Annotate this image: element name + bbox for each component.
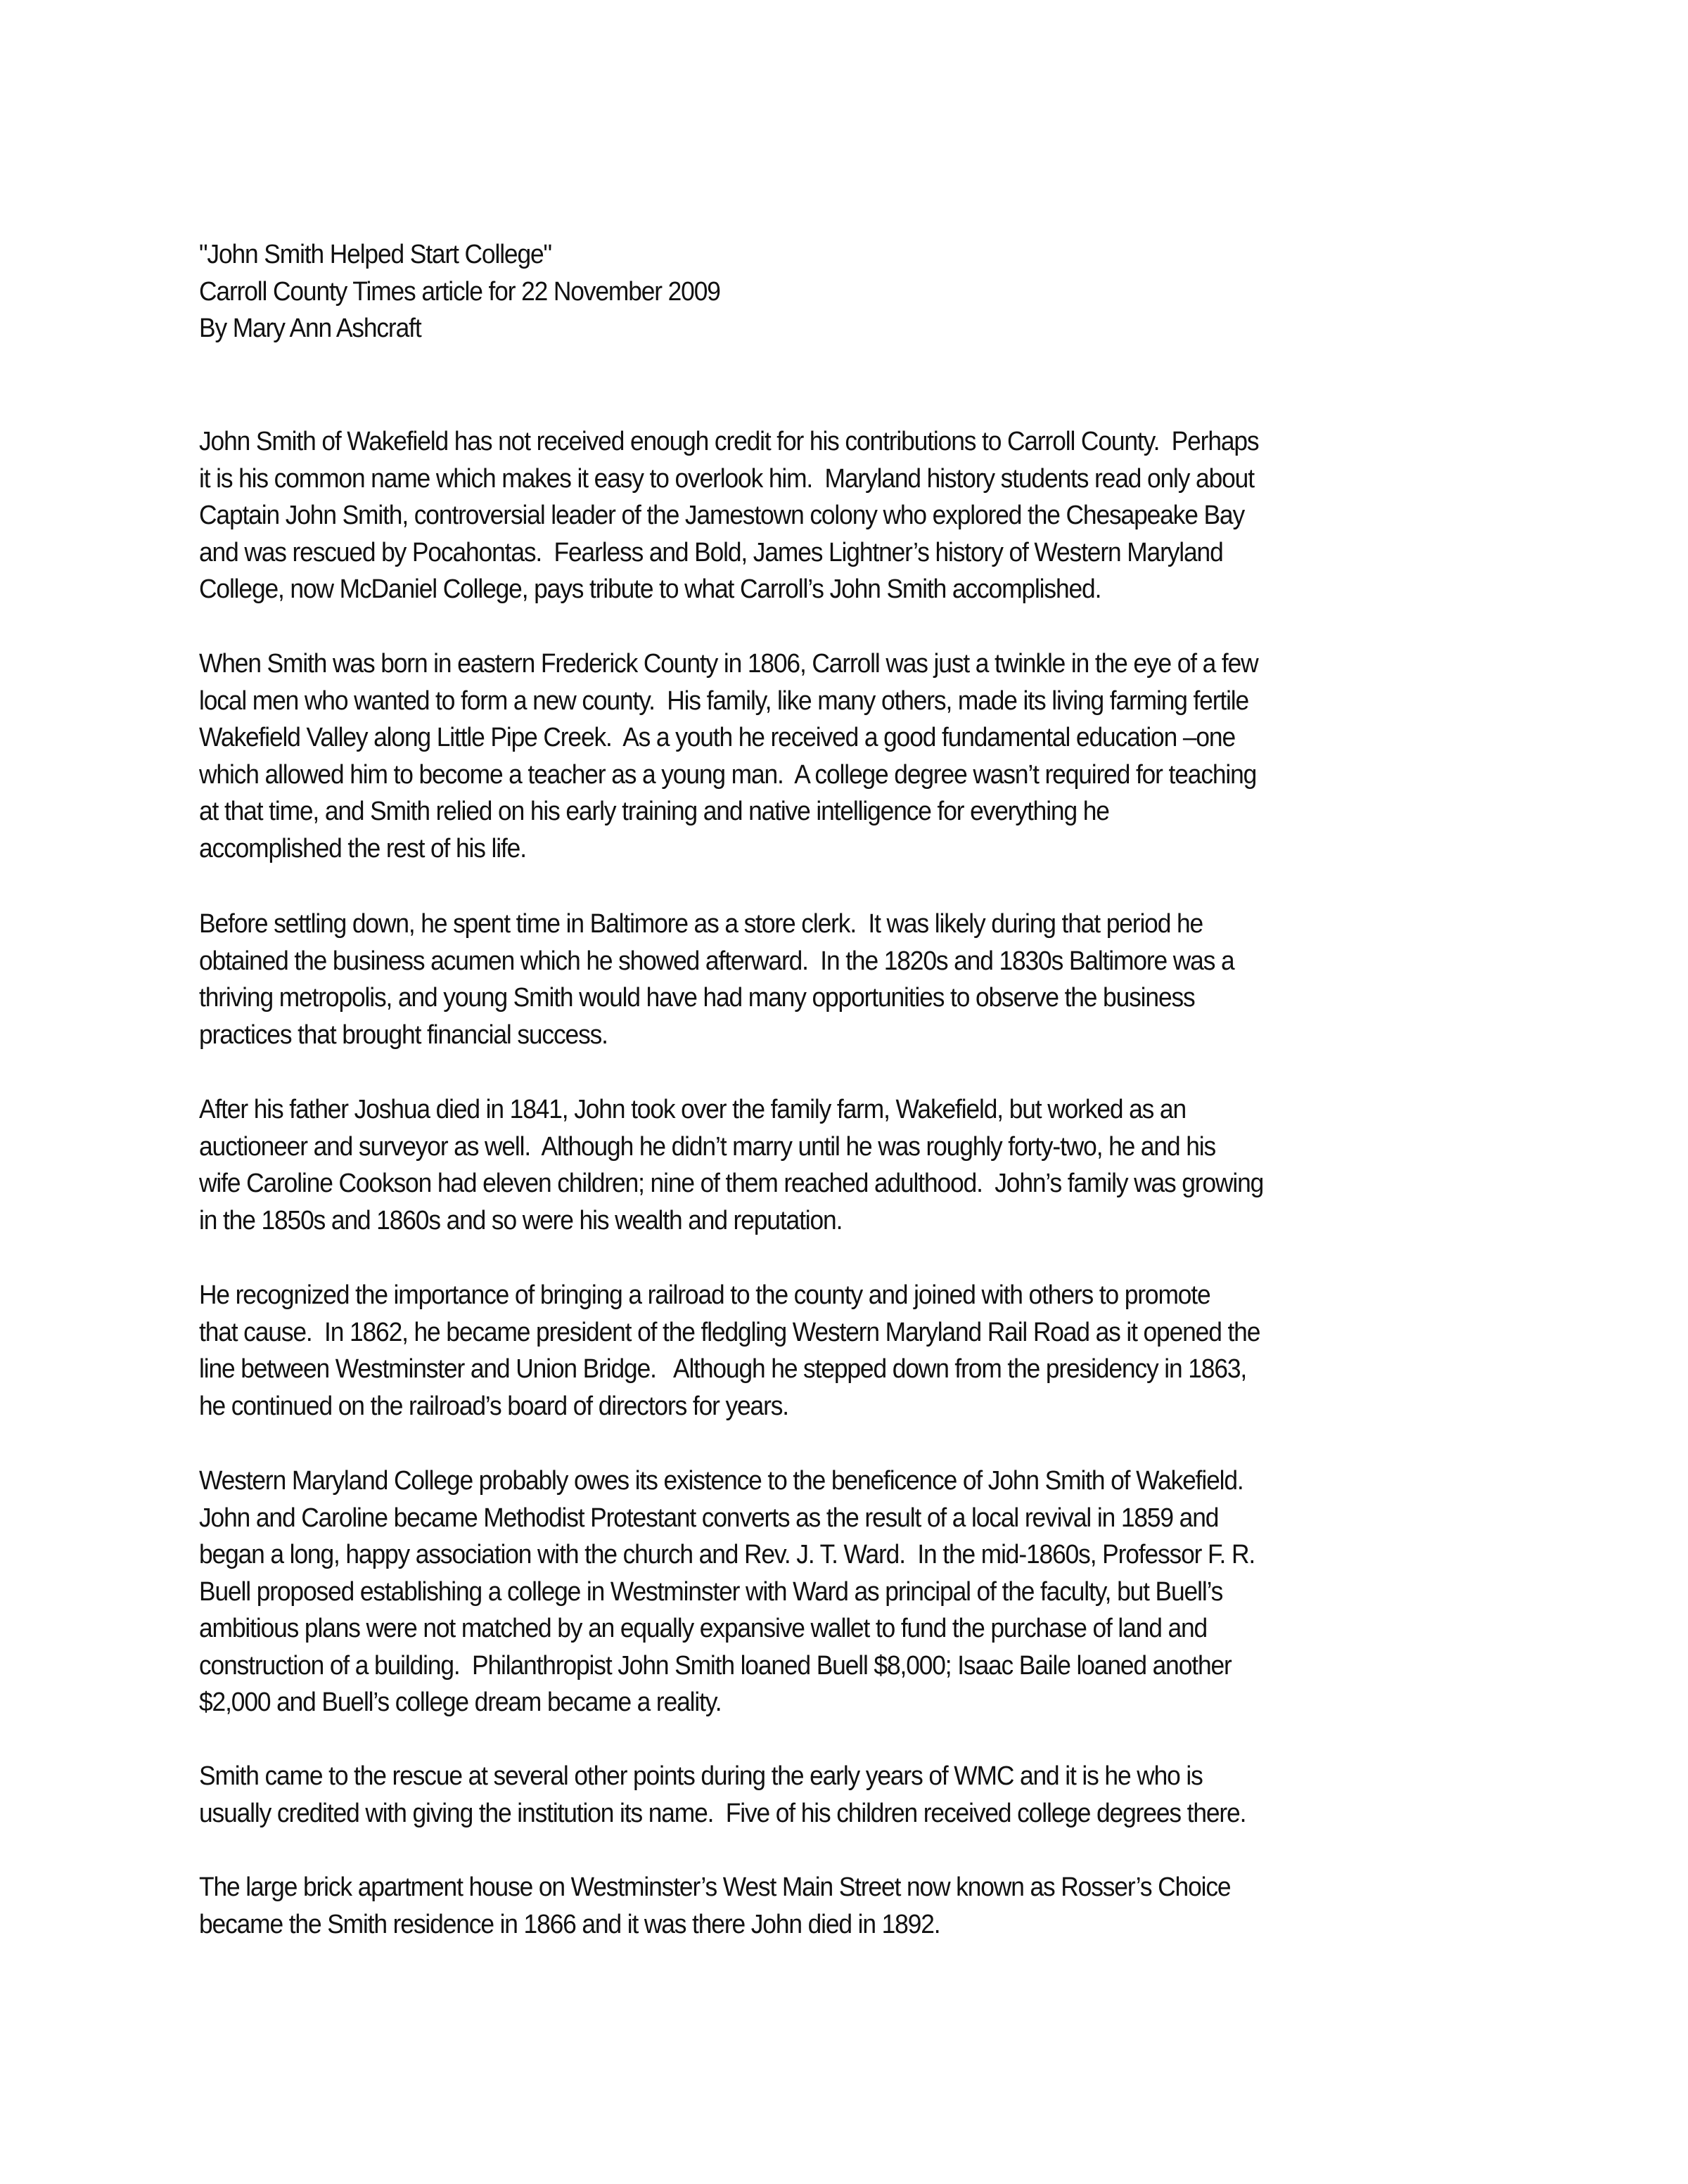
paragraph-line: He recognized the importance of bringing a railroad to the county and joined with others to promote: [199, 1280, 1210, 1310]
article-publication: Carroll County Times article for 22 November 2009: [199, 276, 720, 307]
paragraph-line: which allowed him to become a teacher as a young man. A college degree wasn’t required for teaching: [199, 759, 1257, 790]
paragraph-line: accomplished the rest of his life.: [199, 833, 526, 863]
paragraph-line: John Smith of Wakefield has not received enough credit for his contributions to Carroll County. Perhaps: [199, 427, 1259, 456]
paragraph-line: When Smith was born in eastern Frederick County in 1806, Carroll was just a twinkle in the eye of a few: [199, 649, 1258, 679]
paragraph-line: Western Maryland College probably owes its existence to the beneficence of John Smith of Wakefield.: [199, 1466, 1243, 1496]
paragraph-line: began a long, happy association with the church and Rev. J. T. Ward. In the mid-1860s, Professor F. R.: [199, 1540, 1255, 1569]
paragraph-line: at that time, and Smith relied on his early training and native intelligence for everything he: [199, 797, 1109, 826]
article-byline: By Mary Ann Ashcraft: [199, 314, 421, 343]
paragraph-2: [199, 645, 1338, 867]
paragraph-line: Captain John Smith, controversial leader of the Jamestown colony who explored the Chesapeake Bay: [199, 501, 1245, 530]
paragraph-line: $2,000 and Buell’s college dream became a reality.: [199, 1688, 722, 1717]
paragraph-4: [199, 1091, 1343, 1239]
paragraph-line: line between Westminster and Union Bridge. Although he stepped down from the presidency in 1863,: [199, 1354, 1247, 1384]
paragraph-line: John and Caroline became Methodist Protestant converts as the result of a local revival in 1859 and: [199, 1503, 1219, 1533]
paragraph-8: [199, 1869, 1308, 1943]
paragraph-line: The large brick apartment house on Westminster’s West Main Street now known as Rosser’s Choice: [199, 1873, 1231, 1902]
paragraph-line: ambitious plans were not matched by an equally expansive wallet to fund the purchase of land and: [199, 1614, 1208, 1643]
paragraph-5: [199, 1277, 1340, 1425]
paragraph-1: [199, 423, 1338, 608]
paragraph-line: practices that brought financial success.: [199, 1020, 608, 1050]
paragraph-line: College, now McDaniel College, pays tribute to what Carroll’s John Smith accomplished.: [199, 574, 1101, 604]
paragraph-line: auctioneer and surveyor as well. Although he didn’t marry until he was roughly forty-two, he and his: [199, 1131, 1216, 1162]
paragraph-line: that cause. In 1862, he became president of the fledgling Western Maryland Rail Road as it opened the: [199, 1317, 1260, 1347]
paragraph-line: it is his common name which makes it easy to overlook him. Maryland history students read only about: [199, 463, 1254, 494]
article-header: [199, 236, 760, 347]
paragraph-line: Buell proposed establishing a college in Westminster with Ward as principal of the faculty, but Buell’s: [199, 1576, 1223, 1607]
paragraph-6: [199, 1463, 1334, 1721]
paragraph-line: wife Caroline Cookson had eleven children; nine of them reached adulthood. John’s family was growing: [199, 1169, 1264, 1198]
paragraph-line: in the 1850s and 1860s and so were his wealth and reputation.: [199, 1205, 843, 1235]
paragraph-line: usually credited with giving the institution its name. Five of his children received college degrees there.: [199, 1798, 1246, 1828]
paragraph-3: [199, 906, 1312, 1053]
paragraph-line: Wakefield Valley along Little Pipe Creek. As a youth he received a good fundamental education –one: [199, 723, 1235, 752]
article-title: "John Smith Helped Start College": [199, 240, 551, 269]
paragraph-line: became the Smith residence in 1866 and it was there John died in 1892.: [199, 1909, 940, 1939]
paragraph-line: thriving metropolis, and young Smith would have had many opportunities to observe the business: [199, 983, 1195, 1013]
paragraph-line: Before settling down, he spent time in Baltimore as a store clerk. It was likely during that period he: [199, 909, 1203, 939]
paragraph-7: [199, 1758, 1324, 1832]
paragraph-line: Smith came to the rescue at several other points during the early years of WMC and it is he who is: [199, 1761, 1203, 1791]
paragraph-line: obtained the business acumen which he showed afterward. In the 1820s and 1830s Baltimore was a: [199, 946, 1234, 976]
paragraph-line: he continued on the railroad’s board of directors for years.: [199, 1391, 789, 1421]
paragraph-line: local men who wanted to form a new county. His family, like many others, made its living farming fertile: [199, 686, 1249, 716]
paragraph-line: construction of a building. Philanthropist John Smith loaned Buell $8,000; Isaac Baile loaned another: [199, 1650, 1232, 1681]
paragraph-line: After his father Joshua died in 1841, John took over the family farm, Wakefield, but worked as an: [199, 1095, 1187, 1124]
paragraph-line: and was rescued by Pocahontas. Fearless and Bold, James Lightner’s history of Western Maryland: [199, 537, 1223, 567]
